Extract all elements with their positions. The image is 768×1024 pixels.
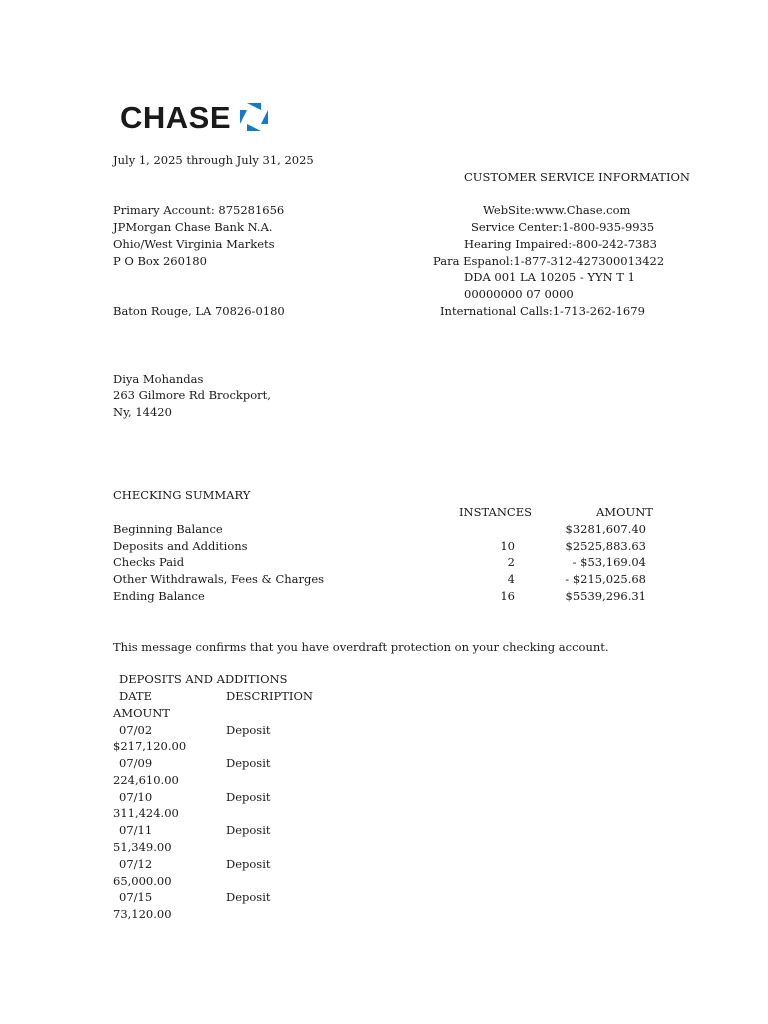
logo-wordmark: CHASE — [120, 99, 232, 135]
summary-col-instances: INSTANCES — [459, 505, 532, 519]
deposit-description: Deposit — [226, 790, 271, 804]
summary-row-label: Ending Balance — [113, 589, 205, 603]
summary-row-amount: $3281,607.40 — [565, 522, 646, 536]
summary-row-amount: $5539,296.31 — [565, 589, 646, 603]
para-espanol-line: Para Espanol:1-877-312-427300013422 — [433, 254, 665, 268]
statement-period: July 1, 2025 through July 31, 2025 — [113, 153, 314, 167]
website-line: WebSite:www.Chase.com — [483, 203, 631, 217]
deposit-description: Deposit — [226, 857, 271, 871]
customer-name: Diya Mohandas — [113, 372, 204, 386]
overdraft-message: This message confirms that you have overdraft protection on your checking account. — [113, 640, 609, 654]
bank-markets: Ohio/West Virginia Markets — [113, 237, 275, 251]
primary-account: Primary Account: 875281656 — [113, 203, 285, 217]
international-calls-line: International Calls:1-713-262-1679 — [440, 304, 645, 318]
deposits-col-description: DESCRIPTION — [226, 689, 313, 703]
bank-po-box: P O Box 260180 — [113, 254, 207, 268]
deposit-amount: 311,424.00 — [113, 806, 179, 820]
summary-row-amount: $2525,883.63 — [565, 539, 646, 553]
deposit-amount: 51,349.00 — [113, 840, 172, 854]
summary-row-instances: 16 — [500, 589, 515, 603]
deposit-description: Deposit — [226, 890, 271, 904]
summary-row-amount: - $215,025.68 — [565, 572, 646, 586]
deposit-description: Deposit — [226, 723, 271, 737]
summary-row-label: Checks Paid — [113, 555, 185, 569]
deposit-amount: 65,000.00 — [113, 874, 172, 888]
deposit-date: 07/02 — [119, 723, 153, 737]
deposit-date: 07/10 — [119, 790, 153, 804]
deposit-date: 07/09 — [119, 756, 153, 770]
deposit-amount: 224,610.00 — [113, 773, 179, 787]
summary-row-label: Deposits and Additions — [113, 539, 248, 553]
service-center-line: Service Center:1-800-935-9935 — [471, 220, 655, 234]
deposits-col-date: DATE — [119, 689, 152, 703]
bank-name: JPMorgan Chase Bank N.A. — [113, 220, 273, 234]
deposit-date: 07/11 — [119, 823, 153, 837]
summary-row-instances: 2 — [507, 555, 515, 569]
summary-col-amount: AMOUNT — [596, 505, 653, 519]
deposit-description: Deposit — [226, 756, 271, 770]
deposit-amount: 73,120.00 — [113, 907, 172, 921]
bank-city: Baton Rouge, LA 70826-0180 — [113, 304, 285, 318]
deposit-description: Deposit — [226, 823, 271, 837]
checking-summary-title: CHECKING SUMMARY — [113, 488, 251, 502]
code-line: 00000000 07 0000 — [464, 287, 574, 301]
chase-octagon-icon — [238, 101, 270, 133]
summary-row-amount: - $53,169.04 — [572, 555, 646, 569]
customer-city: Ny, 14420 — [113, 405, 172, 419]
customer-service-heading: CUSTOMER SERVICE INFORMATION — [464, 170, 690, 184]
chase-logo — [120, 100, 270, 134]
deposit-amount: $217,120.00 — [113, 739, 187, 753]
summary-row-label: Beginning Balance — [113, 522, 223, 536]
deposits-col-amount: AMOUNT — [113, 706, 170, 720]
deposit-date: 07/15 — [119, 890, 153, 904]
deposit-date: 07/12 — [119, 857, 153, 871]
dda-line: DDA 001 LA 10205 - YYN T 1 — [464, 270, 635, 284]
summary-row-instances: 4 — [507, 572, 515, 586]
deposits-title: DEPOSITS AND ADDITIONS — [119, 672, 288, 686]
customer-street: 263 Gilmore Rd Brockport, — [113, 388, 271, 402]
summary-row-label: Other Withdrawals, Fees & Charges — [113, 572, 325, 586]
summary-row-instances: 10 — [500, 539, 515, 553]
hearing-impaired-line: Hearing Impaired:-800-242-7383 — [464, 237, 657, 251]
